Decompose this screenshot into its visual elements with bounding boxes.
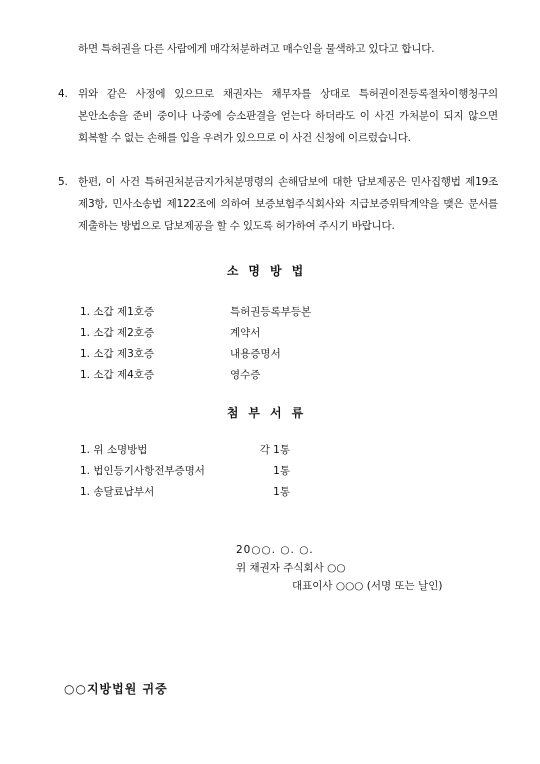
paragraph-continuation: 하면 특허권을 다른 사람에게 매각처분하려고 매수인을 물색하고 있다고 합니다. xyxy=(78,43,435,55)
attachment-count: 각 1통 xyxy=(259,444,290,456)
proof-value: 계약서 xyxy=(230,327,261,339)
attachment-label: 1. 송달료납부서 xyxy=(80,486,155,498)
attachment-row xyxy=(80,482,290,503)
proof-row xyxy=(80,323,311,344)
proof-value: 특허권등록부등본 xyxy=(230,306,312,318)
item-text: 한편, 이 사건 특허권처분금지가처분명령의 손해담보에 대한 담보제공은 민사집행법 제19조 제3항, 민사소송법 제122조에 의하여 보증보험주식회사와 지급보증위탁계약을 맺은 문서를 제출하는 방법으로 담보제공을 할 수 있도록 허가하여 주시기 바랍니다. xyxy=(78,176,498,232)
signature-representative: 대표이사 ○○○ (서명 또는 날인) xyxy=(292,580,443,592)
list-item-5 xyxy=(58,171,498,237)
list-item-4 xyxy=(58,83,498,149)
attachment-heading: 첨부서류 xyxy=(226,406,314,420)
proof-heading: 소명방법 xyxy=(226,264,314,278)
proof-row xyxy=(80,302,311,323)
item-number: 5. xyxy=(58,176,68,188)
proof-label: 1. 소갑 제3호증 xyxy=(80,348,155,360)
proof-list xyxy=(80,302,311,386)
proof-value: 내용증명서 xyxy=(230,348,281,360)
item-number: 4. xyxy=(58,88,68,100)
signature-creditor: 위 채권자 주식회사 ○○ xyxy=(236,562,346,574)
attachment-row xyxy=(80,461,290,482)
attachment-label: 1. 위 소명방법 xyxy=(80,444,148,456)
proof-value: 영수증 xyxy=(230,369,261,381)
proof-label: 1. 소갑 제2호증 xyxy=(80,327,155,339)
proof-row xyxy=(80,365,311,386)
court-addressee: ○○지방법원 귀중 xyxy=(64,682,168,696)
item-text: 위와 같은 사정에 있으므로 채권자는 채무자를 상대로 특허권이전등록절차이행청구의 본안소송을 준비 중이나 나중에 승소판결을 얻는다 하더라도 이 사건 가처분이 되지 않으면 회복할 수 없는 손해를 입을 우려가 있으므로 이 사건 신청에 이르렀습니다. xyxy=(78,88,498,144)
attachment-row xyxy=(80,440,290,461)
proof-label: 1. 소갑 제4호증 xyxy=(80,369,155,381)
attachment-count: 1통 xyxy=(273,486,290,498)
proof-row xyxy=(80,344,311,365)
proof-label: 1. 소갑 제1호증 xyxy=(80,306,155,318)
attachment-count: 1통 xyxy=(273,465,290,477)
attachment-label: 1. 법인등기사항전부증명서 xyxy=(80,465,205,477)
signature-date: 20○○. ○. ○. xyxy=(236,544,314,556)
attachment-list xyxy=(80,440,290,503)
